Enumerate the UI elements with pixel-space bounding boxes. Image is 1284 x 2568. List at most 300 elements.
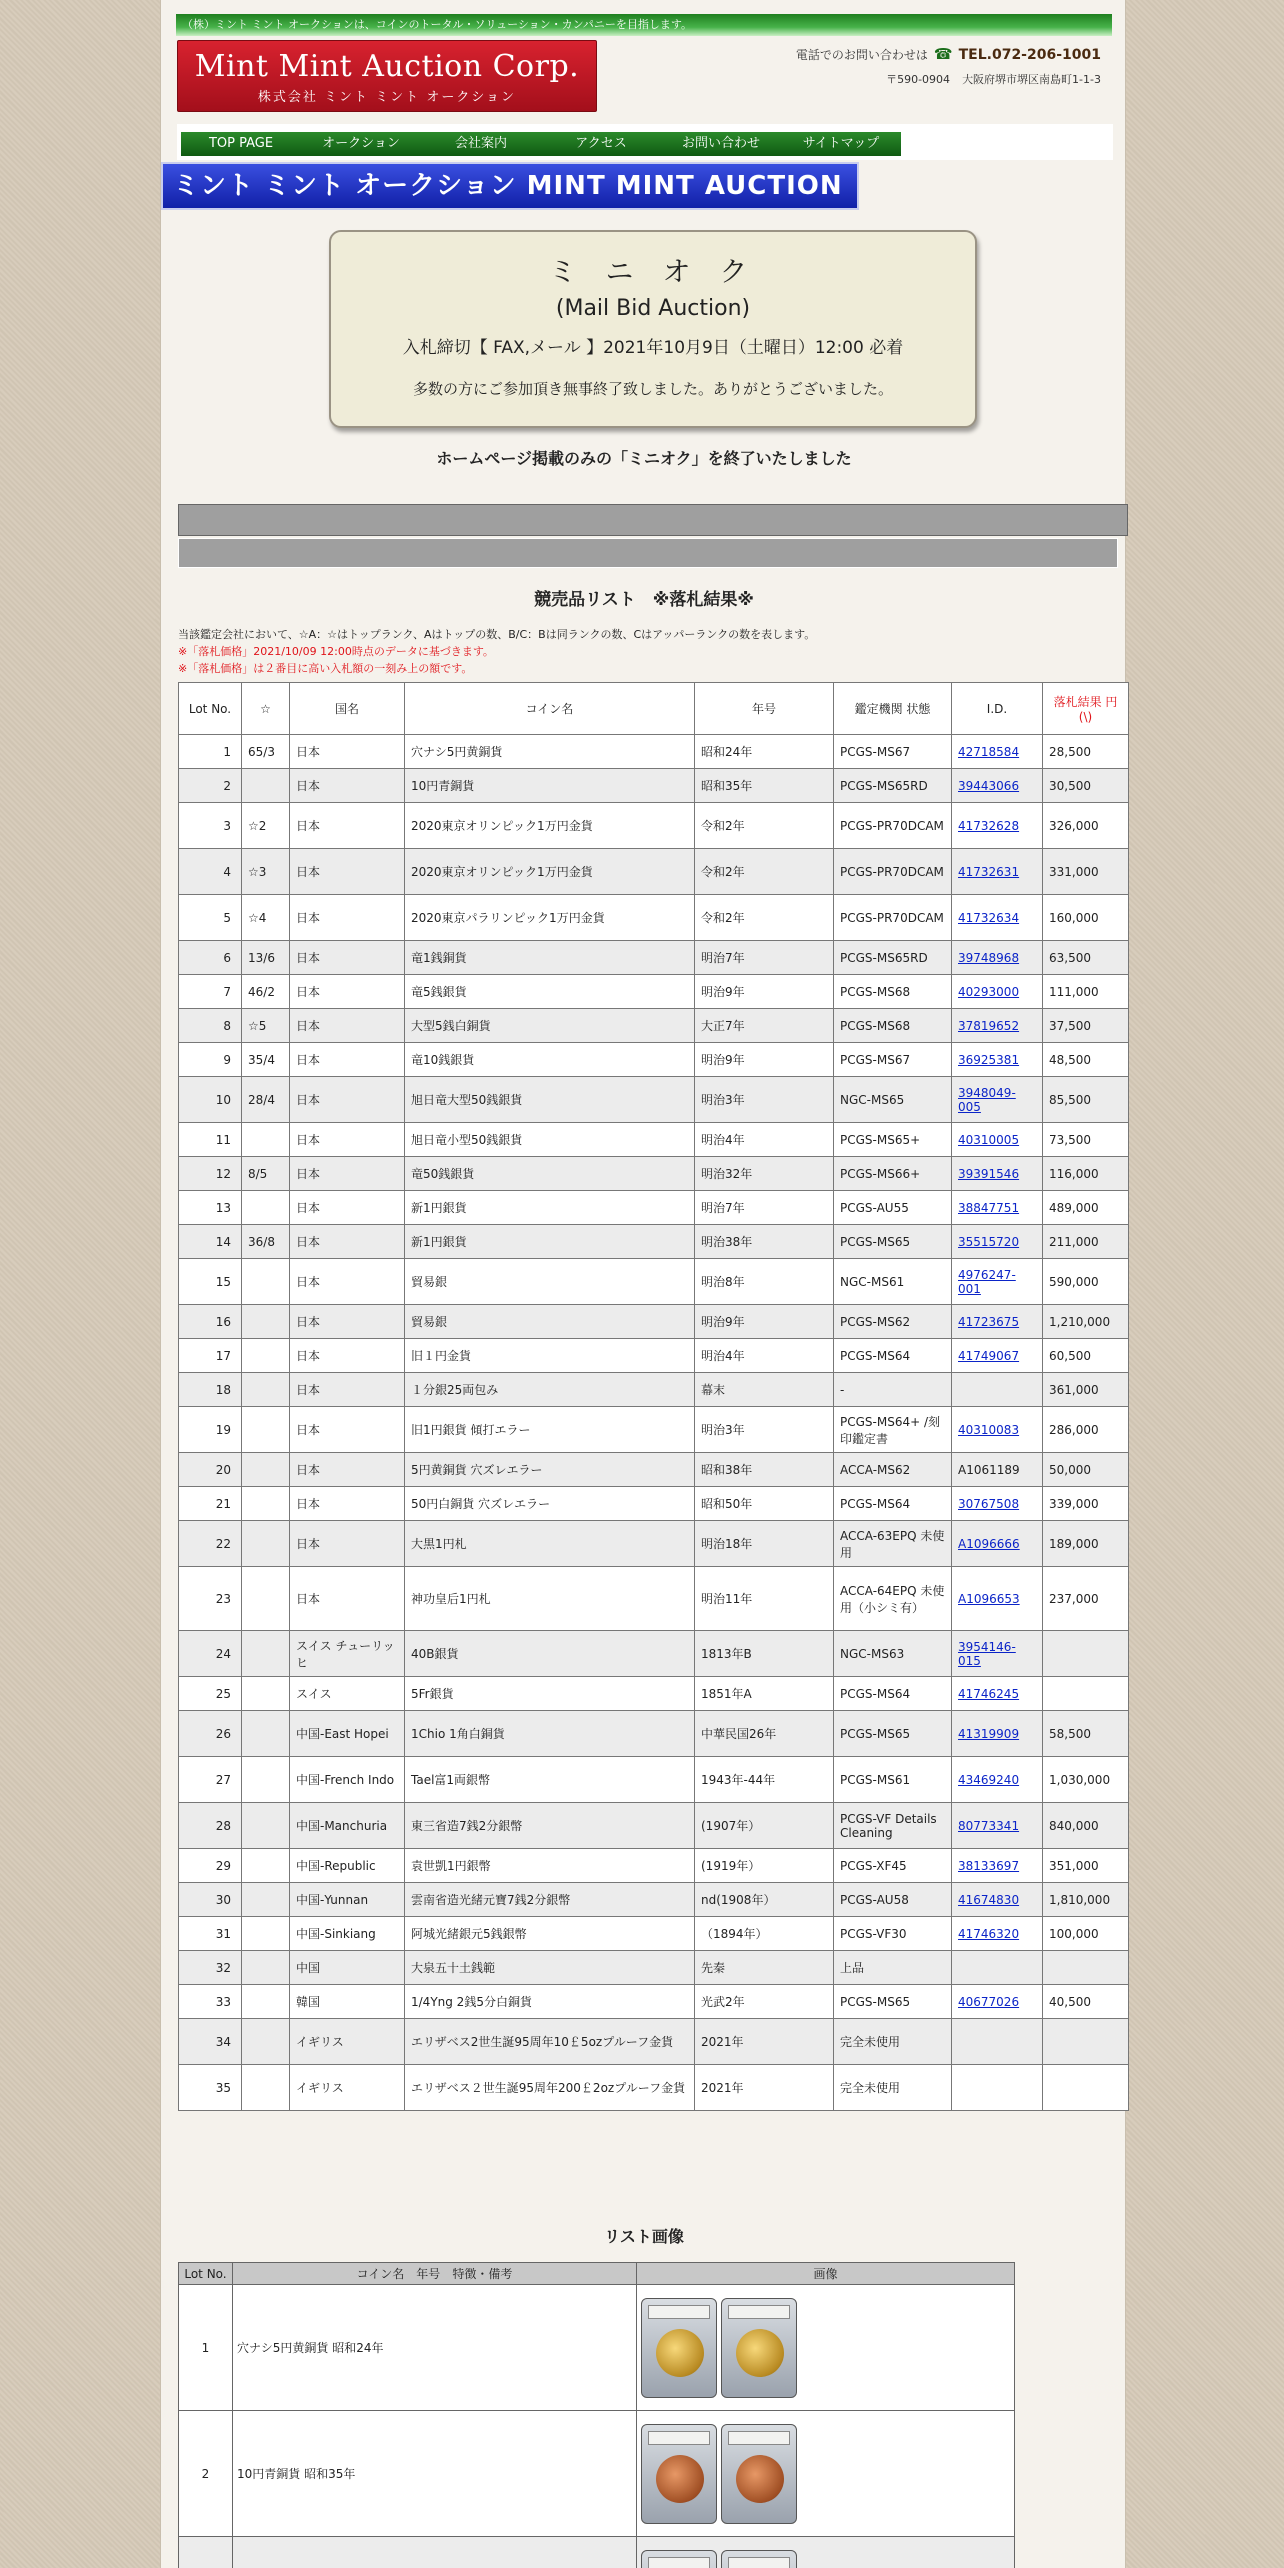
col-year: 年号 [695,683,834,735]
cell-coin-name: 旭日竜大型50銭銀貨 [405,1077,695,1123]
cell-grade: PCGS-MS65 [834,1985,952,2019]
cert-id-link[interactable]: 40310005 [958,1132,1020,1147]
image-table [178,2262,1015,2568]
cell-country: 日本 [290,1487,405,1521]
table-row [179,1985,1129,2019]
cell-star [242,1757,290,1803]
cell-star [242,1339,290,1373]
image-row-lot [179,2537,233,2568]
coin-slab-image[interactable] [641,2298,717,2398]
table-row [179,1849,1129,1883]
cell-coin-name: エリザベス2世生誕95周年10￡5ozプルーフ金貨 [405,2019,695,2065]
cell-coin-name: 5円黄銅貨 穴ズレエラー [405,1453,695,1487]
table-row [179,1123,1129,1157]
cell-coin-name: 雲南省造光緒元寶7銭2分銀幣 [405,1883,695,1917]
cell-lot: 19 [179,1407,242,1453]
cell-coin-name: 竜5銭銀貨 [405,975,695,1009]
cell-country: 日本 [290,1373,405,1407]
table-row [179,1373,1129,1407]
cell-country: スイス [290,1677,405,1711]
cell-lot: 6 [179,941,242,975]
cell-id [952,1803,1043,1849]
cert-id-link[interactable]: 30767508 [958,1496,1020,1511]
cell-country: 日本 [290,941,405,975]
cell-id [952,1917,1043,1951]
cell-star [242,1191,290,1225]
coin-slab-image[interactable] [721,2550,797,2568]
cell-year: 令和2年 [695,849,834,895]
cell-coin-name: 大黒1円札 [405,1521,695,1567]
cell-price: 85,500 [1043,1077,1129,1123]
note-price-rule: ※「落札価格」は２番目に高い入札額の一刻み上の額です。 [178,662,473,675]
cert-id-link[interactable]: 39391546 [958,1166,1020,1181]
cell-grade: PCGS-MS67 [834,735,952,769]
cert-id-link[interactable]: 41749067 [958,1348,1020,1363]
cell-price: 489,000 [1043,1191,1129,1225]
cell-price: 237,000 [1043,1567,1129,1631]
cell-grade: PCGS-MS66+ [834,1157,952,1191]
cell-lot: 32 [179,1951,242,1985]
cell-lot: 2 [179,769,242,803]
cell-country: 日本 [290,769,405,803]
cell-star [242,1487,290,1521]
cell-lot: 21 [179,1487,242,1521]
cert-id-link[interactable]: 42718584 [958,744,1020,759]
cell-year: 明治9年 [695,1305,834,1339]
cell-price: 50,000 [1043,1453,1129,1487]
cell-lot: 10 [179,1077,242,1123]
list-title: 競売品リスト ※落札結果※ [534,590,754,610]
cell-country: 中国-East Hopei [290,1711,405,1757]
cell-coin-name: 40B銀貨 [405,1631,695,1677]
cell-star [242,1407,290,1453]
image-row [179,2537,1015,2568]
cell-grade: PCGS-MS64 [834,1677,952,1711]
cell-star: ☆3 [242,849,290,895]
cert-id-link[interactable]: 41732631 [958,864,1020,879]
cell-year: (1907年） [695,1803,834,1849]
cell-id [952,1677,1043,1711]
cell-lot: 24 [179,1631,242,1677]
cell-lot: 31 [179,1917,242,1951]
cell-country: 日本 [290,1407,405,1453]
cert-id-link[interactable]: 40310083 [958,1422,1020,1437]
coin-slab-image[interactable] [721,2298,797,2398]
image-table-body [179,2285,1015,2568]
cell-year: 大正7年 [695,1009,834,1043]
address: 大阪府堺市堺区南島町1-1-3 [962,73,1101,86]
cell-id [952,1407,1043,1453]
col-coin-name: コイン名 [405,683,695,735]
cell-lot: 33 [179,1985,242,2019]
cell-year: 光武2年 [695,1985,834,2019]
cell-star [242,1631,290,1677]
cell-grade: NGC-MS65 [834,1077,952,1123]
cell-price: 37,500 [1043,1009,1129,1043]
cert-id-link[interactable]: 38133697 [958,1858,1020,1873]
cell-id [952,1631,1043,1677]
cell-lot: 28 [179,1803,242,1849]
cell-lot: 26 [179,1711,242,1757]
cell-grade: ACCA-64EPQ 未使用（小シミ有） [834,1567,952,1631]
cert-id-link[interactable]: A1096666 [958,1536,1020,1551]
cell-lot: 29 [179,1849,242,1883]
cell-coin-name: 大泉五十土銭範 [405,1951,695,1985]
cell-country: 日本 [290,1157,405,1191]
cell-grade: PCGS-PR70DCAM [834,803,952,849]
table-row [179,2019,1129,2065]
cell-star [242,1711,290,1757]
cell-country: 日本 [290,735,405,769]
cell-star [242,769,290,803]
cell-lot: 5 [179,895,242,941]
cell-id [952,895,1043,941]
cert-id-link[interactable]: 38847751 [958,1200,1020,1215]
cell-coin-name: 旧１円金貨 [405,1339,695,1373]
table-row [179,1077,1129,1123]
cell-id [952,1339,1043,1373]
table-row [179,1757,1129,1803]
cell-year: 明治9年 [695,1043,834,1077]
cert-id-link[interactable]: 41746245 [958,1686,1020,1701]
cell-coin-name: 穴ナシ5円黄銅貨 [405,735,695,769]
nav-contact[interactable]: お問い合わせ [681,136,760,151]
cell-coin-name: 旧1円銀貨 傾打エラー [405,1407,695,1453]
table-row [179,1677,1129,1711]
cell-country: イギリス [290,2065,405,2111]
cell-price: 361,000 [1043,1373,1129,1407]
cell-grade: PCGS-MS68 [834,1009,952,1043]
cell-id [952,1191,1043,1225]
lot-table-body [179,735,1129,2111]
cell-id: A1061189 [952,1453,1043,1487]
cert-id-link[interactable]: 37819652 [958,1018,1020,1033]
cert-id-link[interactable]: 80773341 [958,1818,1020,1833]
cell-year: 令和2年 [695,895,834,941]
table-row [179,1453,1129,1487]
cert-id-link[interactable]: 39443066 [958,778,1020,793]
cell-grade: NGC-MS63 [834,1631,952,1677]
cell-year: 明治3年 [695,1407,834,1453]
cell-id [952,1849,1043,1883]
cell-price: 1,810,000 [1043,1883,1129,1917]
cell-country: 日本 [290,1043,405,1077]
cell-grade: PCGS-MS65RD [834,769,952,803]
cell-year: 昭和24年 [695,735,834,769]
cell-year: 明治18年 [695,1521,834,1567]
cert-id-link[interactable]: 3948049-005 [958,1085,1016,1114]
col-country: 国名 [290,683,405,735]
cert-id-link[interactable]: 41319909 [958,1726,1020,1741]
table-row [179,1191,1129,1225]
cert-id-link[interactable]: 43469240 [958,1772,1020,1787]
cell-coin-name: 新1円銀貨 [405,1191,695,1225]
cell-coin-name: 旭日竜小型50銭銀貨 [405,1123,695,1157]
cert-id-link[interactable]: 41746320 [958,1926,1020,1941]
cell-lot: 30 [179,1883,242,1917]
table-row [179,1951,1129,1985]
cell-grade: 完全未使用 [834,2065,952,2111]
cell-grade: ACCA-63EPQ 未使用 [834,1521,952,1567]
table-row [179,1305,1129,1339]
cert-id-link[interactable]: 39748968 [958,950,1020,965]
company-logo[interactable] [177,40,597,112]
table-row [179,735,1129,769]
cell-lot: 11 [179,1123,242,1157]
cell-star: ☆4 [242,895,290,941]
cell-grade: - [834,1373,952,1407]
divider-bar-2 [178,538,1118,568]
coin-slab-image[interactable] [721,2424,797,2524]
auction-banner: ミント ミント オークション MINT MINT AUCTION [161,162,859,210]
cell-coin-name: 竜50銭銀貨 [405,1157,695,1191]
cell-id [952,1883,1043,1917]
table-row [179,1917,1129,1951]
cell-coin-name: 神功皇后1円札 [405,1567,695,1631]
cell-coin-name: 10円青銅貨 [405,769,695,803]
image-row-lot: 2 [179,2411,233,2537]
cell-id [952,941,1043,975]
cert-id-link[interactable]: A1096653 [958,1591,1020,1606]
table-row [179,1631,1129,1677]
coin-slab-image[interactable] [641,2424,717,2524]
cell-lot: 9 [179,1043,242,1077]
cert-id-link[interactable]: 41674830 [958,1892,1020,1907]
cell-year: 中華民国26年 [695,1711,834,1757]
cell-star [242,1123,290,1157]
cell-lot: 1 [179,735,242,769]
cell-price: 351,000 [1043,1849,1129,1883]
cell-price: 48,500 [1043,1043,1129,1077]
cell-year: 明治38年 [695,1225,834,1259]
cert-id-link[interactable]: 36925381 [958,1052,1020,1067]
cell-id [952,1487,1043,1521]
cell-price: 590,000 [1043,1259,1129,1305]
cell-id [952,1043,1043,1077]
cell-star [242,1951,290,1985]
cell-grade: PCGS-AU55 [834,1191,952,1225]
cell-lot: 22 [179,1521,242,1567]
cell-lot: 18 [179,1373,242,1407]
cert-id-link[interactable]: 35515720 [958,1234,1020,1249]
cell-coin-name: 5Fr銀貨 [405,1677,695,1711]
image-table-header [179,2263,1015,2285]
logo-main-text: Mint Mint Auction Corp. [194,49,580,84]
cell-grade: PCGS-MS65 [834,1225,952,1259]
cell-price: 30,500 [1043,769,1129,803]
cell-id [952,735,1043,769]
cell-price: 100,000 [1043,1917,1129,1951]
cell-year: 1943年-44年 [695,1757,834,1803]
cell-star: 36/8 [242,1225,290,1259]
cell-price: 160,000 [1043,895,1129,941]
cell-id [952,1951,1043,1985]
cell-year: （1894年） [695,1917,834,1951]
lot-table-header [179,683,1129,735]
table-row [179,1339,1129,1373]
cell-year: 昭和35年 [695,769,834,803]
image-row-desc: 穴ナシ5円黄銅貨 昭和24年 [233,2285,637,2411]
cell-star [242,1917,290,1951]
cert-id-link[interactable]: 41723675 [958,1314,1020,1329]
cell-id [952,2065,1043,2111]
cell-lot: 16 [179,1305,242,1339]
cell-star [242,1803,290,1849]
image-list-title: リスト画像 [604,2227,684,2246]
nav-access[interactable]: アクセス [575,136,627,151]
cell-coin-name: 大型5銭白銅貨 [405,1009,695,1043]
cert-id-link[interactable]: 3954146-015 [958,1639,1016,1668]
image-row-desc [233,2537,637,2568]
cell-year: (1919年） [695,1849,834,1883]
cell-coin-name: 1/4Yng 2銭5分白銅貨 [405,1985,695,2019]
cell-price: 189,000 [1043,1521,1129,1567]
cell-year: 2021年 [695,2019,834,2065]
cell-id [952,1077,1043,1123]
cell-country: 日本 [290,975,405,1009]
nav-wrapper [177,124,1113,160]
nav-auction[interactable]: オークション [322,136,400,151]
nav-sitemap[interactable]: サイトマップ [802,136,880,151]
cell-price: 1,030,000 [1043,1757,1129,1803]
cell-lot: 23 [179,1567,242,1631]
note-price-date: ※「落札価格」2021/10/09 12:00時点のデータに基づきます。 [178,645,494,658]
mini-auction-box [329,230,977,428]
cell-star [242,1373,290,1407]
cell-coin-name: Tael富1両銀幣 [405,1757,695,1803]
cell-country: 日本 [290,849,405,895]
cert-id-link[interactable]: 41732634 [958,910,1020,925]
cell-price: 63,500 [1043,941,1129,975]
cell-coin-name: 2020東京オリンピック1万円金貨 [405,803,695,849]
cell-lot: 13 [179,1191,242,1225]
cell-grade: PCGS-PR70DCAM [834,895,952,941]
cert-id-link[interactable]: 41732628 [958,818,1020,833]
cell-grade: PCGS-MS61 [834,1757,952,1803]
cell-id [952,1123,1043,1157]
list-notes [178,626,815,677]
mini-deadline: 入札締切【 FAX,メール 】2021年10月9日（土曜日）12:00 必着 [402,338,904,358]
cell-year: 明治4年 [695,1339,834,1373]
table-row [179,1225,1129,1259]
cell-coin-name: 貿易銀 [405,1259,695,1305]
cell-year: 明治7年 [695,941,834,975]
col-grade: 鑑定機関 状態 [834,683,952,735]
cell-grade: PCGS-MS64 [834,1487,952,1521]
nav-company[interactable]: 会社案内 [454,136,507,151]
table-row [179,2065,1129,2111]
cell-id [952,803,1043,849]
mini-thanks: 多数の方にご参加頂き無事終了致しました。ありがとうございました。 [412,380,893,398]
table-row [179,803,1129,849]
cell-star [242,1521,290,1567]
logo-sub-text: 株式会社 ミント ミント オークション [257,90,517,105]
cell-year: 明治32年 [695,1157,834,1191]
table-row [179,941,1129,975]
cell-year: 2021年 [695,2065,834,2111]
cell-year: 令和2年 [695,803,834,849]
col-lot: Lot No. [179,683,242,735]
cell-id [952,1567,1043,1631]
cell-price: 840,000 [1043,1803,1129,1849]
image-row [179,2285,1015,2411]
cell-price: 58,500 [1043,1711,1129,1757]
cell-price: 331,000 [1043,849,1129,895]
cell-coin-name: 東三省造7銭2分銀幣 [405,1803,695,1849]
cell-lot: 4 [179,849,242,895]
cell-country: 日本 [290,1521,405,1567]
cell-coin-name: １分銀25両包み [405,1373,695,1407]
col-price: 落札結果 円(\) [1043,683,1129,735]
cell-grade: PCGS-PR70DCAM [834,849,952,895]
nav-top-page[interactable]: TOP PAGE [208,136,274,151]
cell-country: 中国-Sinkiang [290,1917,405,1951]
table-row [179,975,1129,1009]
cert-id-link[interactable]: 4976247-001 [958,1267,1016,1296]
cell-coin-name: 袁世凱1円銀幣 [405,1849,695,1883]
lot-table [178,682,1129,2111]
img-col-image: 画像 [637,2263,1015,2285]
cell-year: 1813年B [695,1631,834,1677]
cell-country: 日本 [290,1225,405,1259]
cert-id-link[interactable]: 40293000 [958,984,1020,999]
cell-country: 日本 [290,1567,405,1631]
cell-country: 日本 [290,1305,405,1339]
cell-price [1043,1677,1129,1711]
cell-year: 明治7年 [695,1191,834,1225]
cell-coin-name: 竜1銭銅貨 [405,941,695,975]
cell-lot: 34 [179,2019,242,2065]
cell-price: 339,000 [1043,1487,1129,1521]
cell-coin-name: 阿城光緒銀元5銭銀幣 [405,1917,695,1951]
cell-grade: 完全未使用 [834,2019,952,2065]
cell-star: 8/5 [242,1157,290,1191]
cell-country: 日本 [290,1259,405,1305]
cell-lot: 15 [179,1259,242,1305]
cell-coin-name: 竜10銭銀貨 [405,1043,695,1077]
cell-country: 日本 [290,1123,405,1157]
contact-label: 電話でのお問い合わせは [795,48,928,62]
cell-coin-name: 50円白銅貨 穴ズレエラー [405,1487,695,1521]
cell-star: 13/6 [242,941,290,975]
cell-id [952,1521,1043,1567]
table-row [179,1711,1129,1757]
cell-id [952,1305,1043,1339]
cell-price: 326,000 [1043,803,1129,849]
cell-grade: NGC-MS61 [834,1259,952,1305]
cell-id [952,849,1043,895]
image-row [179,2411,1015,2537]
postal-code: 〒590-0904 [886,73,951,86]
cell-star [242,2019,290,2065]
cell-lot: 27 [179,1757,242,1803]
cell-year: nd(1908年） [695,1883,834,1917]
cell-lot: 3 [179,803,242,849]
cell-id [952,1757,1043,1803]
cell-grade: PCGS-MS65+ [834,1123,952,1157]
table-row [179,1487,1129,1521]
table-row [179,1157,1129,1191]
cell-price: 286,000 [1043,1407,1129,1453]
coin-slab-image[interactable] [641,2550,717,2568]
cert-id-link[interactable]: 40677026 [958,1994,1020,2009]
cell-year: 明治11年 [695,1567,834,1631]
cell-id [952,2019,1043,2065]
cell-star: 46/2 [242,975,290,1009]
cell-star [242,1849,290,1883]
cell-star: 35/4 [242,1043,290,1077]
mini-title: ミ ニ オ ク [548,255,758,288]
